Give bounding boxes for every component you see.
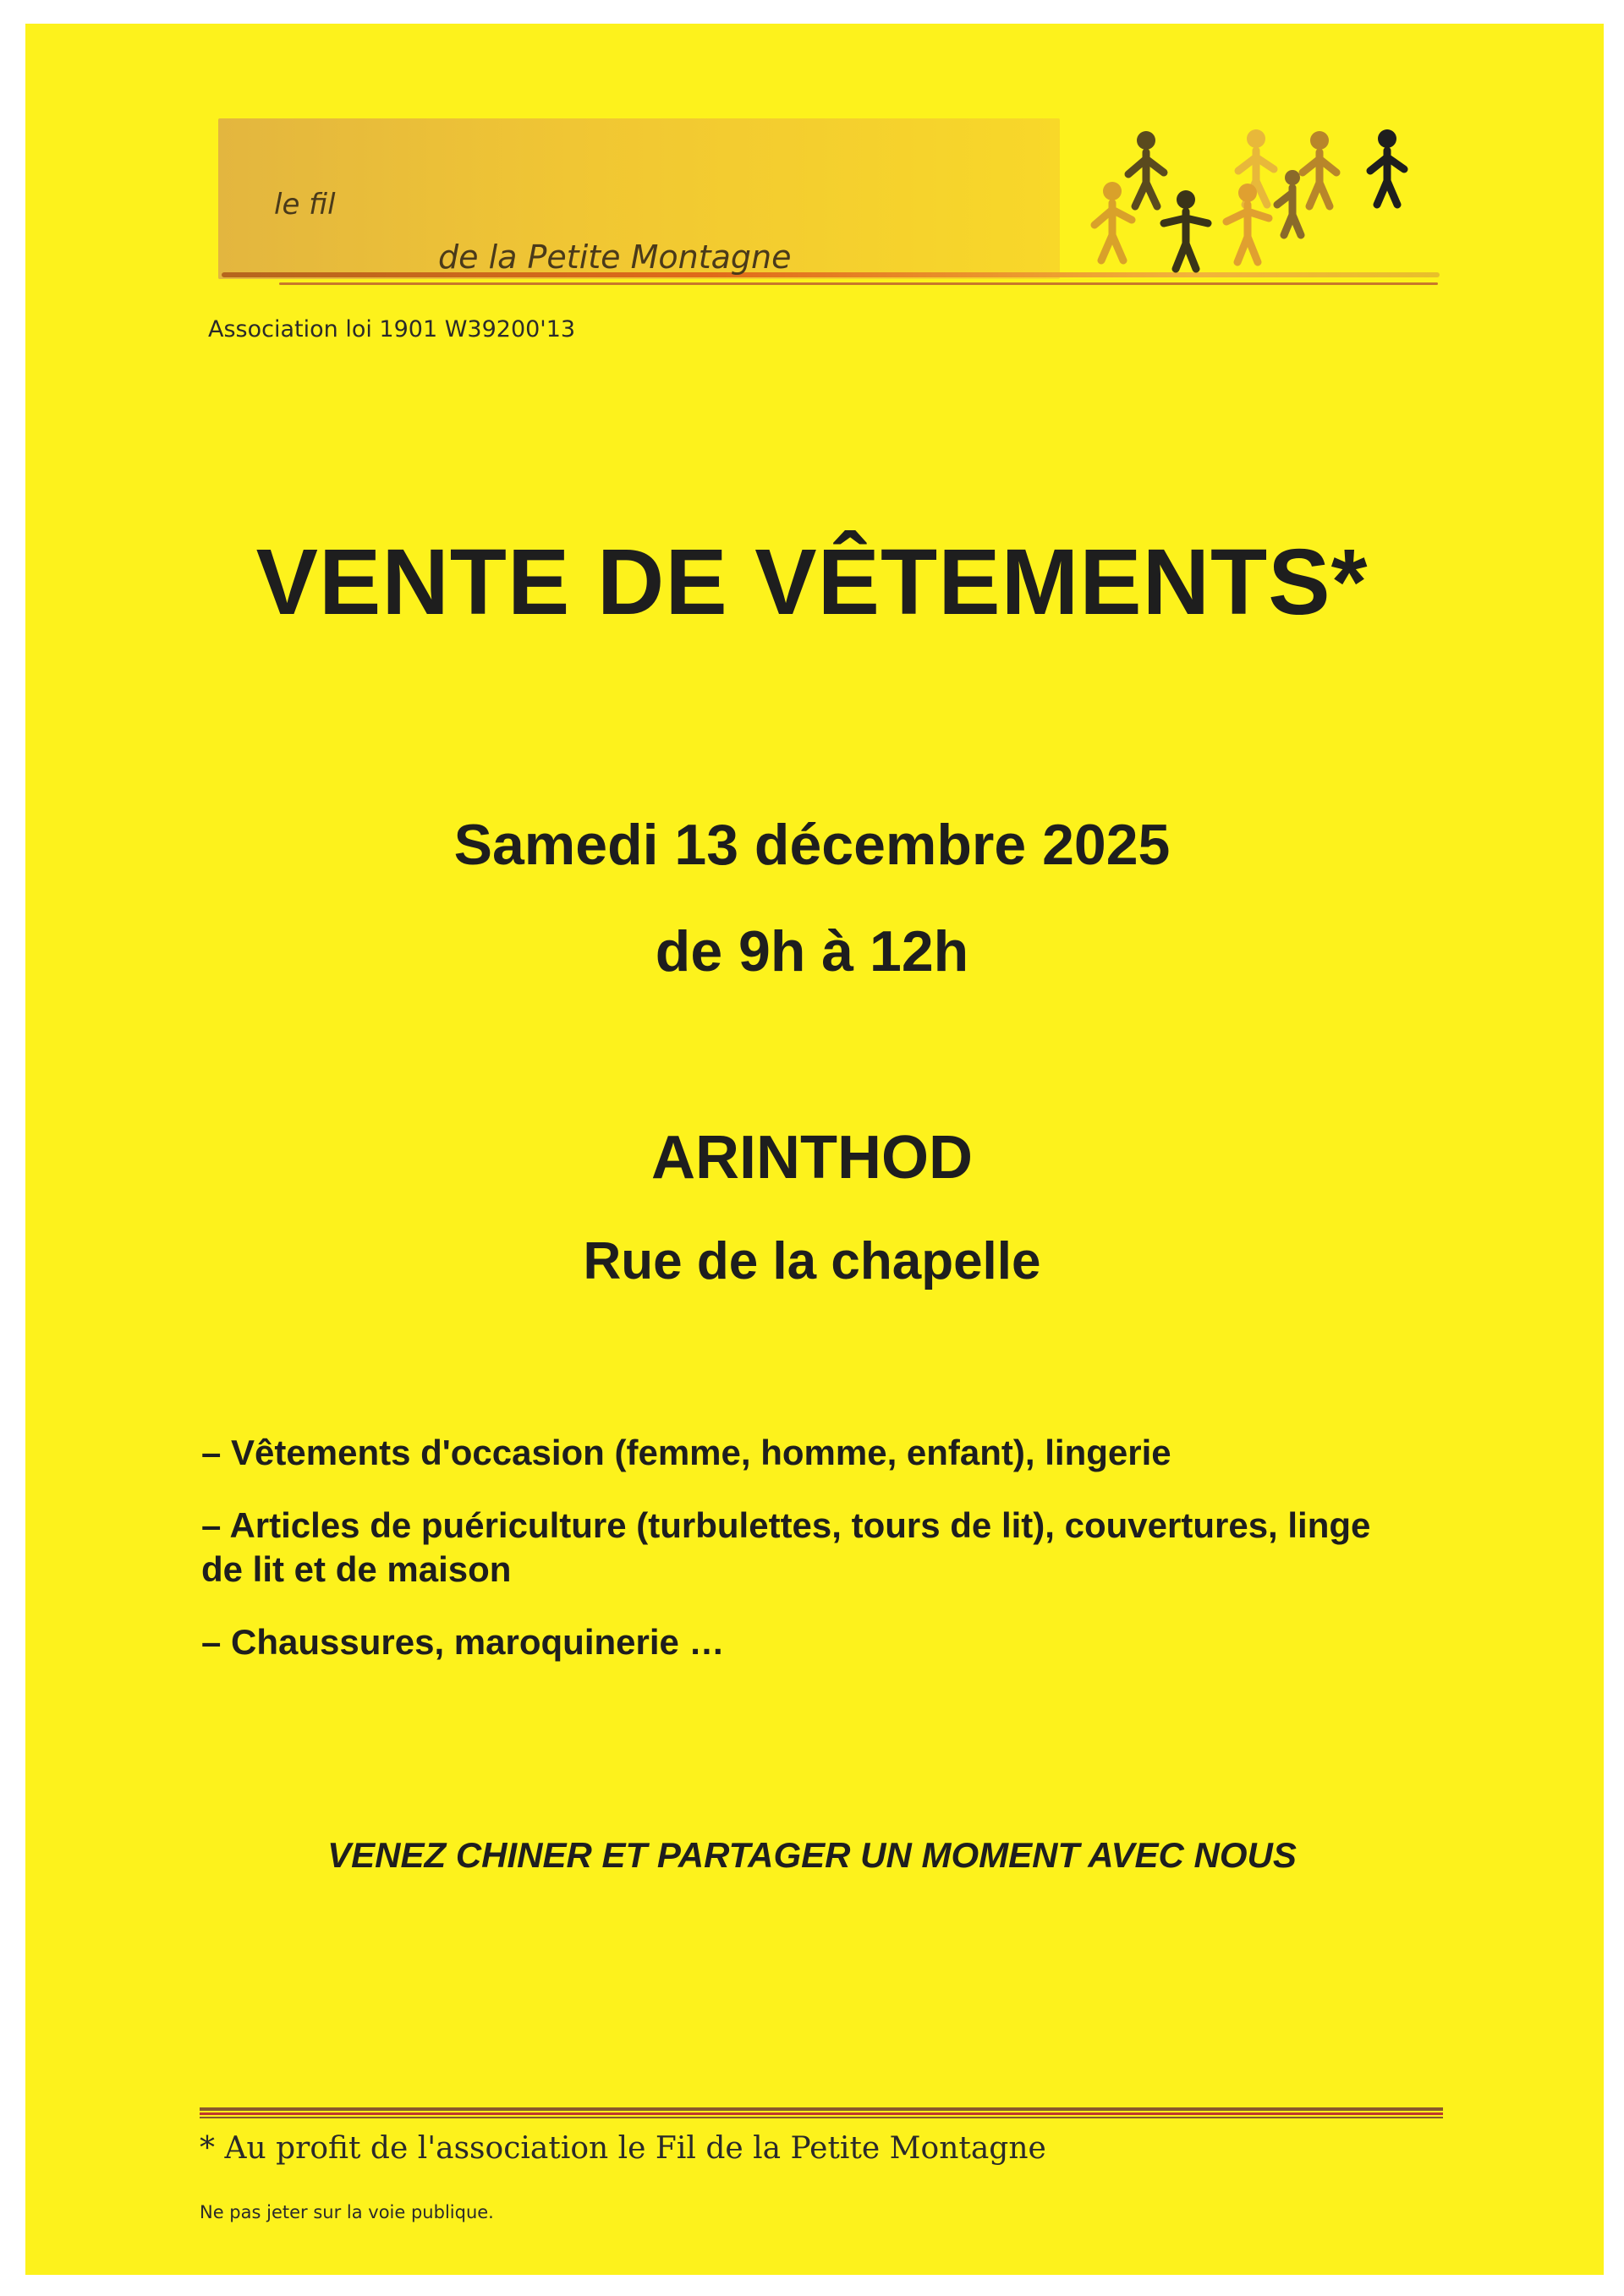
call-to-action: VENEZ CHINER ET PARTAGER UN MOMENT AVEC NOUS (327, 1835, 1297, 1875)
event-city: ARINTHOD (651, 1124, 973, 1192)
footer-rule-bottom (200, 2117, 1443, 2118)
list-item: – Vêtements d'occasion (femme, homme, enfant), lingerie (201, 1433, 1171, 1472)
disposal-notice: Ne pas jeter sur la voie publique. (200, 2202, 494, 2222)
event-hours: de 9h à 12h (655, 919, 969, 984)
association-registration: Association loi 1901 W39200'13 (208, 316, 576, 342)
footnote: * Au profit de l'association le Fil de la Petite Montagne (200, 2131, 1046, 2166)
footer-rule-top (200, 2107, 1443, 2111)
footer-rule-middle (200, 2112, 1443, 2115)
list-item: – Chaussures, maroquinerie … (201, 1622, 725, 1662)
event-date: Samedi 13 décembre 2025 (453, 813, 1171, 877)
logo-text-line-2: de la Petite Montagne (438, 238, 792, 276)
event-title: VENTE DE VÊTEMENTS* (255, 530, 1369, 634)
person-figure (1095, 129, 1404, 269)
people-chain-icon (1074, 117, 1446, 286)
logo-text-line-1: le fil (274, 188, 336, 222)
list-item: – Articles de puériculture (turbulettes, tours de lit), couvertures, linge de lit et de maison (201, 1505, 1371, 1589)
items-list (201, 1431, 1419, 1693)
event-street: Rue de la chapelle (583, 1232, 1041, 1290)
